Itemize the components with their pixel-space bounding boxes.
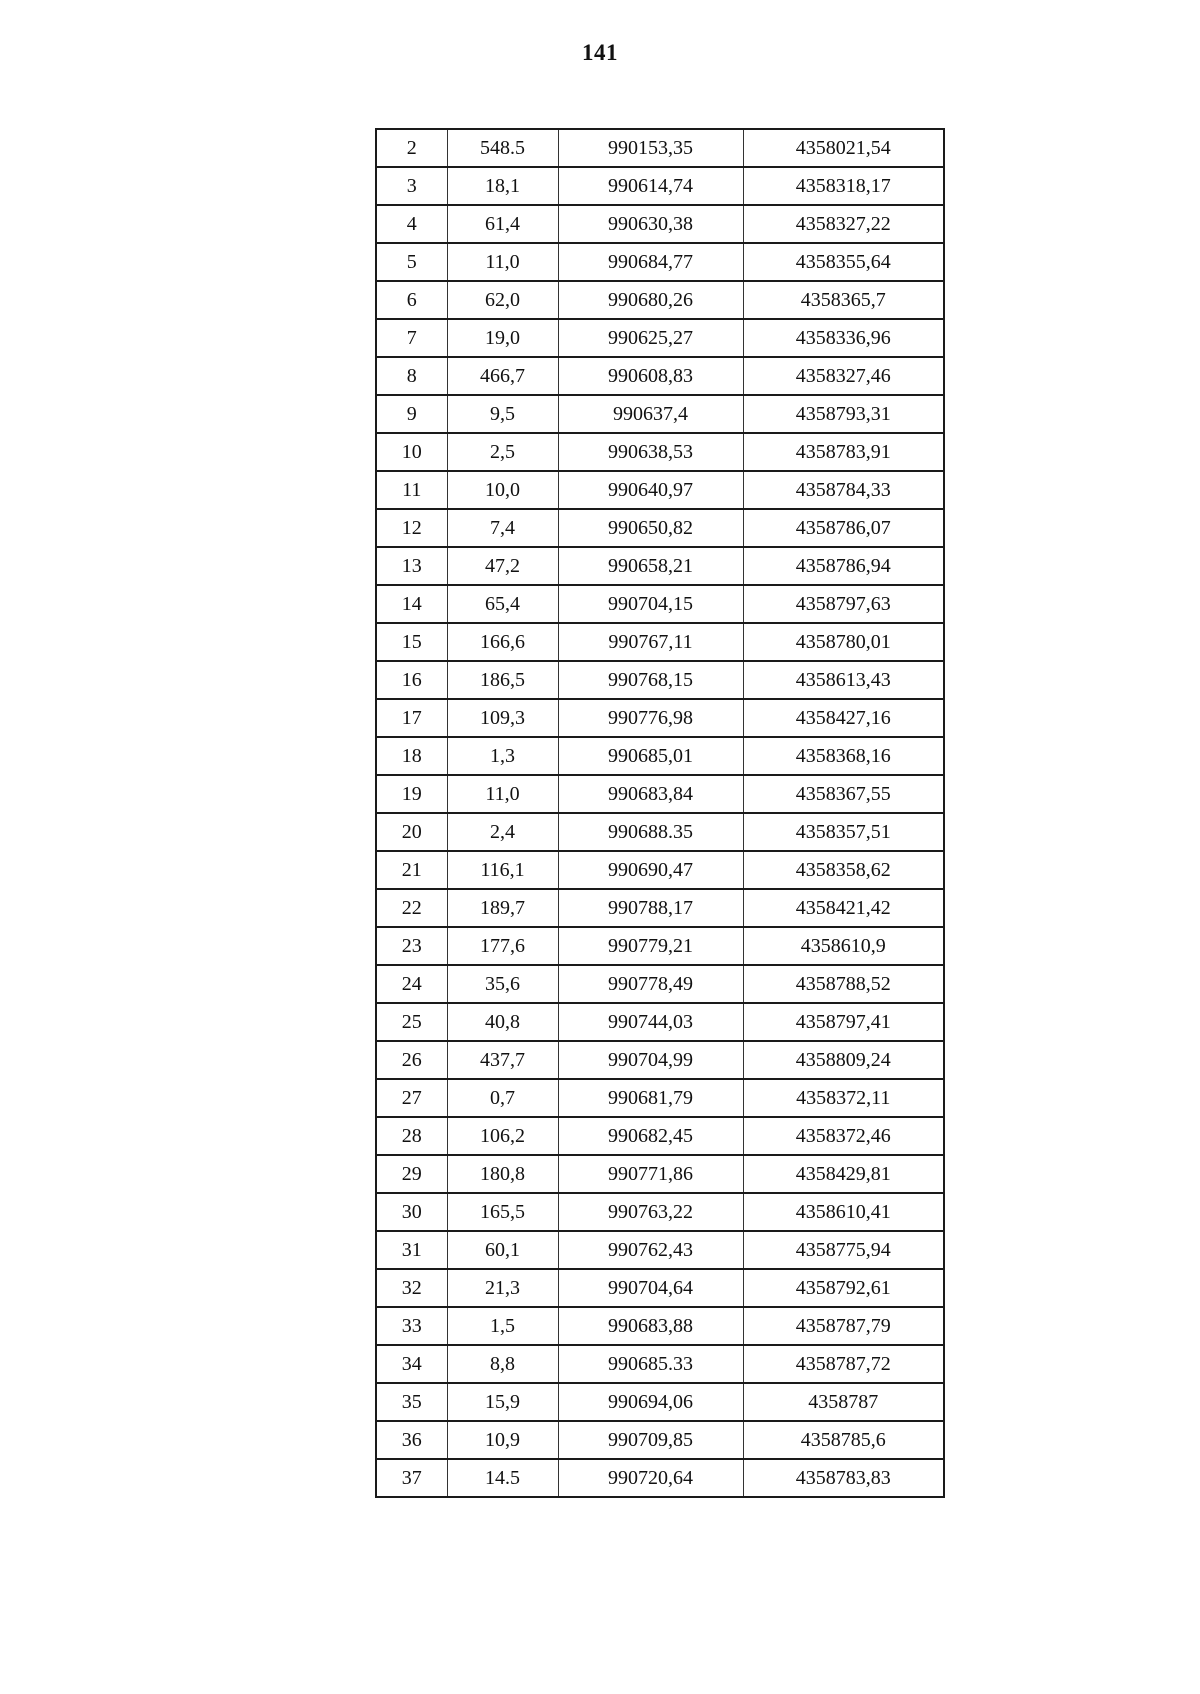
point-number-cell: 2	[376, 129, 447, 167]
table-row	[376, 1421, 944, 1459]
point-number-cell: 34	[376, 1345, 447, 1383]
table-row	[376, 547, 944, 585]
point-number-cell: 20	[376, 813, 447, 851]
table-row	[376, 129, 944, 167]
x-coordinate-cell: 990680,26	[558, 281, 743, 319]
x-coordinate-cell: 990640,97	[558, 471, 743, 509]
length-cell: 466,7	[447, 357, 558, 395]
length-cell: 10,9	[447, 1421, 558, 1459]
length-cell: 548.5	[447, 129, 558, 167]
point-number-cell: 15	[376, 623, 447, 661]
point-number-cell: 21	[376, 851, 447, 889]
y-coordinate-cell: 4358787,72	[743, 1345, 944, 1383]
point-number-cell: 7	[376, 319, 447, 357]
length-cell: 180,8	[447, 1155, 558, 1193]
length-cell: 166,6	[447, 623, 558, 661]
point-number-cell: 14	[376, 585, 447, 623]
x-coordinate-cell: 990650,82	[558, 509, 743, 547]
x-coordinate-cell: 990638,53	[558, 433, 743, 471]
table-row	[376, 1041, 944, 1079]
table-body	[376, 129, 944, 1497]
x-coordinate-cell: 990763,22	[558, 1193, 743, 1231]
point-number-cell: 3	[376, 167, 447, 205]
x-coordinate-cell: 990688.35	[558, 813, 743, 851]
table-row	[376, 1117, 944, 1155]
length-cell: 106,2	[447, 1117, 558, 1155]
point-number-cell: 11	[376, 471, 447, 509]
y-coordinate-cell: 4358429,81	[743, 1155, 944, 1193]
x-coordinate-cell: 990690,47	[558, 851, 743, 889]
y-coordinate-cell: 4358365,7	[743, 281, 944, 319]
point-number-cell: 32	[376, 1269, 447, 1307]
table-row	[376, 509, 944, 547]
y-coordinate-cell: 4358372,46	[743, 1117, 944, 1155]
length-cell: 1,5	[447, 1307, 558, 1345]
x-coordinate-cell: 990776,98	[558, 699, 743, 737]
length-cell: 2,4	[447, 813, 558, 851]
y-coordinate-cell: 4358786,07	[743, 509, 944, 547]
table-row	[376, 433, 944, 471]
point-number-cell: 30	[376, 1193, 447, 1231]
table-row	[376, 1459, 944, 1497]
y-coordinate-cell: 4358793,31	[743, 395, 944, 433]
x-coordinate-cell: 990771,86	[558, 1155, 743, 1193]
x-coordinate-cell: 990681,79	[558, 1079, 743, 1117]
length-cell: 437,7	[447, 1041, 558, 1079]
length-cell: 47,2	[447, 547, 558, 585]
point-number-cell: 25	[376, 1003, 447, 1041]
length-cell: 8,8	[447, 1345, 558, 1383]
x-coordinate-cell: 990762,43	[558, 1231, 743, 1269]
y-coordinate-cell: 4358336,96	[743, 319, 944, 357]
x-coordinate-cell: 990683,84	[558, 775, 743, 813]
table-row	[376, 851, 944, 889]
length-cell: 15,9	[447, 1383, 558, 1421]
x-coordinate-cell: 990704,64	[558, 1269, 743, 1307]
x-coordinate-cell: 990625,27	[558, 319, 743, 357]
table-row	[376, 1193, 944, 1231]
table-row	[376, 927, 944, 965]
x-coordinate-cell: 990767,11	[558, 623, 743, 661]
y-coordinate-cell: 4358780,01	[743, 623, 944, 661]
x-coordinate-cell: 990630,38	[558, 205, 743, 243]
table-row	[376, 319, 944, 357]
table-row	[376, 1231, 944, 1269]
length-cell: 19,0	[447, 319, 558, 357]
point-number-cell: 16	[376, 661, 447, 699]
x-coordinate-cell: 990685.33	[558, 1345, 743, 1383]
length-cell: 11,0	[447, 775, 558, 813]
table-row	[376, 167, 944, 205]
table-row	[376, 1079, 944, 1117]
x-coordinate-cell: 990683,88	[558, 1307, 743, 1345]
y-coordinate-cell: 4358797,41	[743, 1003, 944, 1041]
y-coordinate-cell: 4358327,22	[743, 205, 944, 243]
length-cell: 116,1	[447, 851, 558, 889]
length-cell: 177,6	[447, 927, 558, 965]
length-cell: 189,7	[447, 889, 558, 927]
point-number-cell: 28	[376, 1117, 447, 1155]
table-row	[376, 737, 944, 775]
table-row	[376, 471, 944, 509]
x-coordinate-cell: 990704,15	[558, 585, 743, 623]
x-coordinate-cell: 990614,74	[558, 167, 743, 205]
point-number-cell: 27	[376, 1079, 447, 1117]
point-number-cell: 12	[376, 509, 447, 547]
x-coordinate-cell: 990637,4	[558, 395, 743, 433]
page-number: 141	[582, 40, 618, 65]
y-coordinate-cell: 4358610,41	[743, 1193, 944, 1231]
point-number-cell: 9	[376, 395, 447, 433]
point-number-cell: 24	[376, 965, 447, 1003]
y-coordinate-cell: 4358783,91	[743, 433, 944, 471]
coordinates-table	[375, 128, 945, 1498]
y-coordinate-cell: 4358785,6	[743, 1421, 944, 1459]
table-row	[376, 357, 944, 395]
length-cell: 40,8	[447, 1003, 558, 1041]
point-number-cell: 5	[376, 243, 447, 281]
point-number-cell: 18	[376, 737, 447, 775]
y-coordinate-cell: 4358368,16	[743, 737, 944, 775]
x-coordinate-cell: 990768,15	[558, 661, 743, 699]
y-coordinate-cell: 4358788,52	[743, 965, 944, 1003]
x-coordinate-cell: 990685,01	[558, 737, 743, 775]
y-coordinate-cell: 4358427,16	[743, 699, 944, 737]
point-number-cell: 17	[376, 699, 447, 737]
table-row	[376, 775, 944, 813]
length-cell: 65,4	[447, 585, 558, 623]
x-coordinate-cell: 990778,49	[558, 965, 743, 1003]
point-number-cell: 10	[376, 433, 447, 471]
point-number-cell: 6	[376, 281, 447, 319]
y-coordinate-cell: 4358355,64	[743, 243, 944, 281]
table-row	[376, 1003, 944, 1041]
table-row	[376, 965, 944, 1003]
point-number-cell: 29	[376, 1155, 447, 1193]
y-coordinate-cell: 4358610,9	[743, 927, 944, 965]
length-cell: 11,0	[447, 243, 558, 281]
table-row	[376, 699, 944, 737]
point-number-cell: 22	[376, 889, 447, 927]
point-number-cell: 8	[376, 357, 447, 395]
x-coordinate-cell: 990153,35	[558, 129, 743, 167]
x-coordinate-cell: 990744,03	[558, 1003, 743, 1041]
table-row	[376, 623, 944, 661]
table-row	[376, 281, 944, 319]
table-row	[376, 205, 944, 243]
point-number-cell: 31	[376, 1231, 447, 1269]
table-row	[376, 1383, 944, 1421]
y-coordinate-cell: 4358786,94	[743, 547, 944, 585]
length-cell: 62,0	[447, 281, 558, 319]
length-cell: 21,3	[447, 1269, 558, 1307]
length-cell: 35,6	[447, 965, 558, 1003]
point-number-cell: 23	[376, 927, 447, 965]
table-row	[376, 585, 944, 623]
point-number-cell: 4	[376, 205, 447, 243]
table-row	[376, 1307, 944, 1345]
length-cell: 10,0	[447, 471, 558, 509]
x-coordinate-cell: 990694,06	[558, 1383, 743, 1421]
y-coordinate-cell: 4358784,33	[743, 471, 944, 509]
y-coordinate-cell: 4358787	[743, 1383, 944, 1421]
point-number-cell: 36	[376, 1421, 447, 1459]
length-cell: 186,5	[447, 661, 558, 699]
y-coordinate-cell: 4358327,46	[743, 357, 944, 395]
length-cell: 0,7	[447, 1079, 558, 1117]
point-number-cell: 13	[376, 547, 447, 585]
x-coordinate-cell: 990608,83	[558, 357, 743, 395]
length-cell: 165,5	[447, 1193, 558, 1231]
y-coordinate-cell: 4358797,63	[743, 585, 944, 623]
length-cell: 14.5	[447, 1459, 558, 1497]
table-row	[376, 661, 944, 699]
length-cell: 60,1	[447, 1231, 558, 1269]
table-row	[376, 243, 944, 281]
table-row	[376, 813, 944, 851]
x-coordinate-cell: 990658,21	[558, 547, 743, 585]
y-coordinate-cell: 4358372,11	[743, 1079, 944, 1117]
length-cell: 18,1	[447, 167, 558, 205]
length-cell: 9,5	[447, 395, 558, 433]
length-cell: 109,3	[447, 699, 558, 737]
length-cell: 1,3	[447, 737, 558, 775]
y-coordinate-cell: 4358367,55	[743, 775, 944, 813]
point-number-cell: 37	[376, 1459, 447, 1497]
point-number-cell: 19	[376, 775, 447, 813]
x-coordinate-cell: 990682,45	[558, 1117, 743, 1155]
y-coordinate-cell: 4358021,54	[743, 129, 944, 167]
table-row	[376, 1269, 944, 1307]
length-cell: 61,4	[447, 205, 558, 243]
table-row	[376, 1345, 944, 1383]
x-coordinate-cell: 990684,77	[558, 243, 743, 281]
point-number-cell: 33	[376, 1307, 447, 1345]
x-coordinate-cell: 990779,21	[558, 927, 743, 965]
y-coordinate-cell: 4358775,94	[743, 1231, 944, 1269]
table-row	[376, 889, 944, 927]
y-coordinate-cell: 4358421,42	[743, 889, 944, 927]
y-coordinate-cell: 4358357,51	[743, 813, 944, 851]
y-coordinate-cell: 4358358,62	[743, 851, 944, 889]
point-number-cell: 26	[376, 1041, 447, 1079]
x-coordinate-cell: 990788,17	[558, 889, 743, 927]
x-coordinate-cell: 990704,99	[558, 1041, 743, 1079]
y-coordinate-cell: 4358613,43	[743, 661, 944, 699]
y-coordinate-cell: 4358787,79	[743, 1307, 944, 1345]
y-coordinate-cell: 4358792,61	[743, 1269, 944, 1307]
y-coordinate-cell: 4358809,24	[743, 1041, 944, 1079]
length-cell: 2,5	[447, 433, 558, 471]
x-coordinate-cell: 990709,85	[558, 1421, 743, 1459]
table-row	[376, 395, 944, 433]
point-number-cell: 35	[376, 1383, 447, 1421]
x-coordinate-cell: 990720,64	[558, 1459, 743, 1497]
y-coordinate-cell: 4358318,17	[743, 167, 944, 205]
length-cell: 7,4	[447, 509, 558, 547]
table-row	[376, 1155, 944, 1193]
y-coordinate-cell: 4358783,83	[743, 1459, 944, 1497]
